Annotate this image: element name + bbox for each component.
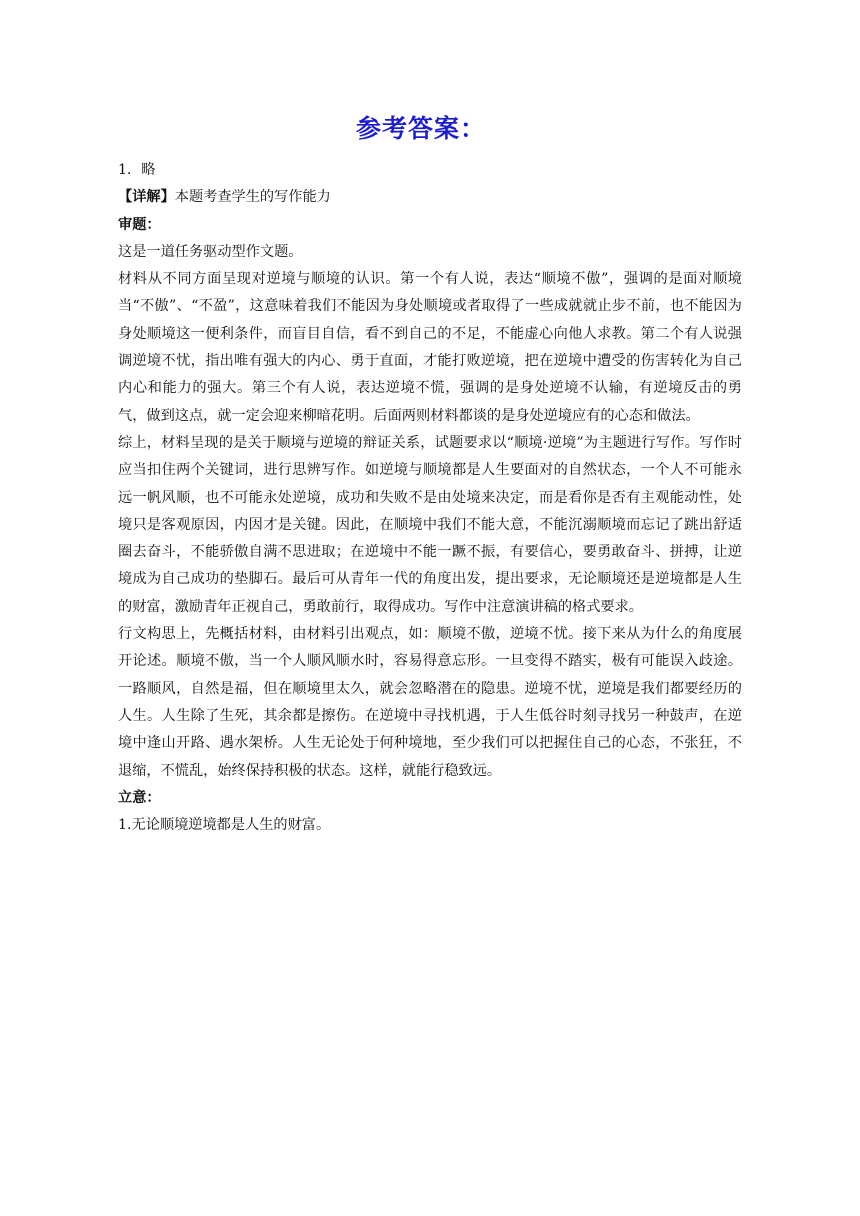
- detail-tag: 【详解】: [118, 189, 175, 206]
- answer-line-1: 1．略: [118, 162, 156, 178]
- paragraph-4: 行文构思上，先概括材料，由材料引出观点，如：顺境不傲，逆境不忧。接下来从为什么的角度展开论述。顺境不傲，当一个人顺风顺水时，容易得意忘形。一旦变得不踏实，极有可能误入歧途。一路顺风，自然是福，但在顺境里太久，就会忽略潜在的隐患。逆境不忧，逆境是我们都要经历的人生。人生除了生死，其余都是擦伤。在逆境中寻找机遇，于人生低谷时刻寻找另一种鼓声，在逆境中逢山开路、遇水架桥。人生无论处于何种境地，至少我们可以把握住自己的心态，不张狂，不退缩，不慌乱，始终保持积极的状态。这样，就能行稳致远。: [118, 626, 742, 779]
- point-1: 1.无论顺境逆境都是人生的财富。: [118, 817, 331, 834]
- page-title: 参考答案：: [355, 114, 486, 143]
- detail-line: [118, 184, 742, 211]
- detail-text: 本题考查学生的写作能力: [174, 189, 331, 206]
- section-heading-liyi: 立意：: [118, 789, 161, 806]
- paragraph-3: 综上，材料呈现的是关于顺境与逆境的辩证关系，试题要求以“顺境·逆境”为主题进行写作。写作时应当扣住两个关键词，进行思辨写作。如逆境与顺境都是人生要面对的自然状态，一个人不可能永远一帆风顺，也不可能永处逆境，成功和失败不是由处境来决定，而是看你是否有主观能动性，处境只是客观原因，内因才是关键。因此，在顺境中我们不能大意，不能沉溺顺境而忘记了跳出舒适圈去奋斗，不能骄傲自满不思进取；在逆境中不能一蹶不振，有要信心，要勇敢奋斗、拼搏，让逆境成为自己成功的垫脚石。最后可从青年一代的角度出发，提出要求，无论顺境还是逆境都是人生的财富，激励青年正视自己，勇敢前行，取得成功。写作中注意演讲稿的格式要求。: [118, 434, 742, 615]
- paragraph-1: 这是一道任务驱动型作文题。: [118, 243, 303, 260]
- section-heading-shenti: 审题：: [118, 216, 161, 233]
- paragraph-2: 材料从不同方面呈现对逆境与顺境的认识。第一个有人说，表达“顺境不傲”，强调的是面对顺境当“不傲”、“不盈”，这意味着我们不能因为身处顺境或者取得了一些成就就止步不前，也不能因为身处顺境这一便利条件，而盲目自信，看不到自己的不足，不能虚心向他人求教。第二个有人说强调逆境不忧，指出唯有强大的内心、勇于直面，才能打败逆境，把在逆境中遭受的伤害转化为自己内心和能力的强大。第三个有人说，表达逆境不慌，强调的是身处逆境不认输，有逆境反击的勇气，做到这点，就一定会迎来柳暗花明。后面两则材料都谈的是身处逆境应有的心态和做法。: [118, 271, 742, 424]
- answer-content: [118, 157, 742, 839]
